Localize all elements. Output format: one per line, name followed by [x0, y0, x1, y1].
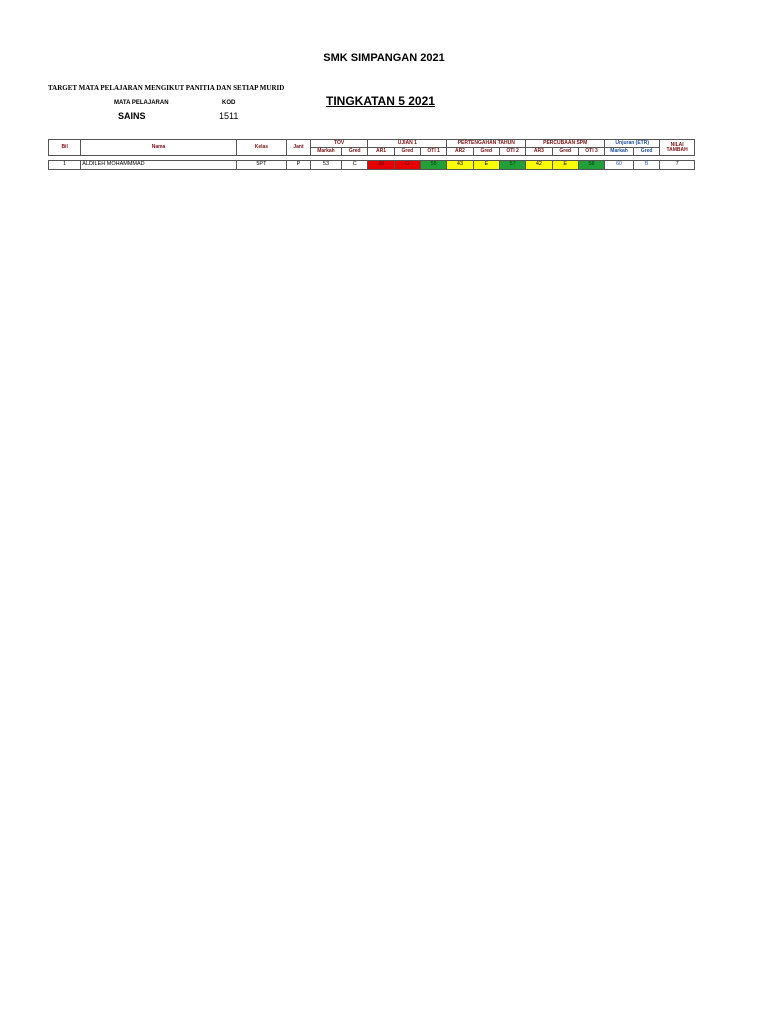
sub-oti3: OTI 3	[578, 148, 604, 156]
col-ujian1: UJIAN 1	[368, 140, 447, 148]
sub-gred: Gred	[633, 148, 659, 156]
table-row	[49, 161, 695, 170]
sub-gred: Gred	[342, 148, 368, 156]
col-jant: Jant	[287, 140, 311, 156]
cell-ar3-gred: E	[552, 161, 578, 170]
cell-kelas: 5PT	[236, 161, 286, 170]
form-title: TINGKATAN 5 2021	[326, 94, 435, 108]
cell-nama: ALDILEH MOHAMMMAD	[81, 161, 237, 170]
subject-label: MATA PELAJARAN	[114, 100, 169, 106]
cell-tov-gred: C	[342, 161, 368, 170]
sub-oti2: OTI 2	[499, 148, 525, 156]
sub-markah: Markah	[310, 148, 341, 156]
col-pertengahan: PERTENGAHAN TAHUN	[447, 140, 526, 148]
col-kelas: Kelas	[236, 140, 286, 156]
cell-oti1: 55	[420, 161, 446, 170]
cell-oti2: 57	[499, 161, 525, 170]
sub-ar3: AR3	[526, 148, 552, 156]
cell-ar2: 43	[447, 161, 473, 170]
cell-oti3: 58	[578, 161, 604, 170]
cell-ar2-gred: E	[473, 161, 499, 170]
cell-ar1-gred: G	[394, 161, 420, 170]
code-value: 1511	[219, 111, 239, 121]
col-nilai-tambah: NILAI TAMBAH	[660, 140, 695, 156]
subject-value: SAINS	[118, 111, 146, 121]
col-percubaan: PERCUBAAN SPM	[526, 140, 605, 148]
sub-gred: Gred	[394, 148, 420, 156]
col-tov: TOV	[310, 140, 367, 148]
sub-markah: Markah	[605, 148, 634, 156]
target-title: TARGET MATA PELAJARAN MENGIKUT PANITIA DAN SETIAP MURID	[48, 84, 285, 92]
sub-gred: Gred	[552, 148, 578, 156]
sub-gred: Gred	[473, 148, 499, 156]
col-nama: Nama	[81, 140, 237, 156]
cell-nilai-tambah: 7	[660, 161, 695, 170]
cell-jantina: P	[287, 161, 311, 170]
cell-ar3: 42	[526, 161, 552, 170]
sub-ar1: AR1	[368, 148, 394, 156]
cell-etr-markah: 60	[605, 161, 634, 170]
target-table-part-1	[48, 139, 695, 170]
school-title: SMK SIMPANGAN 2021	[323, 52, 445, 64]
cell-etr-gred: B	[633, 161, 659, 170]
table-body-1	[49, 161, 695, 170]
code-label: KOD	[222, 100, 236, 106]
sub-ar2: AR2	[447, 148, 473, 156]
cell-ar1: 30	[368, 161, 394, 170]
cell-bil: 1	[49, 161, 81, 170]
sub-oti1: OTI 1	[420, 148, 446, 156]
col-unjuran: Unjuran (ETR)	[605, 140, 660, 148]
col-bil: Bil	[49, 140, 81, 156]
cell-tov-markah: 53	[310, 161, 341, 170]
